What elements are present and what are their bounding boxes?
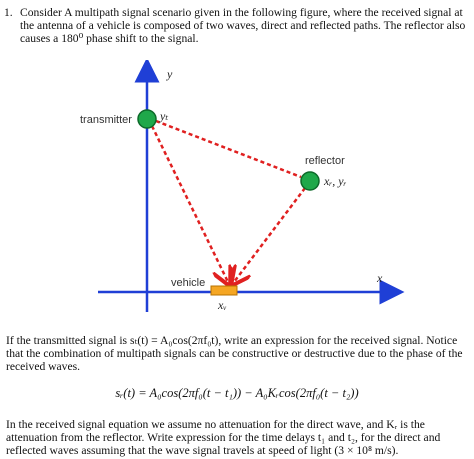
x-axis-label: x (377, 271, 383, 285)
reflector-coord: xᵣ, yᵣ (324, 174, 347, 188)
question-intro: Consider A multipath signal scenario given in the following figure, where the received signal at the antenna of a vehicle is composed of two waves, direct and reflected paths. The reflector also causes a 180⁰ phase shift to the signal. (20, 6, 466, 45)
direct-path (152, 126, 228, 282)
reflected-path (234, 188, 305, 282)
paragraph-time-delays: In the received signal equation we assume no attenuation for the direct wave, and Kᵣ is the attenuation from the reflector. Write expression for the time delays t₁ and t₂, for the direct and reflected waves assuming that the wave signal travels at speed of light (3 × 10⁸ m/s). (6, 418, 441, 457)
reflector-label: reflector (305, 155, 345, 167)
received-signal-equation: sᵣ(t) = A₀cos(2πf₀(t − t₁)) − A₀Kᵣcos(2πf₀(t − t₂)) (115, 386, 359, 400)
vehicle-box (211, 286, 237, 295)
multipath-figure (0, 60, 474, 325)
transmitter-label: transmitter (80, 114, 132, 126)
reflector-incoming-path (156, 121, 301, 177)
y-axis-label: y (167, 67, 173, 81)
vehicle-coord: xᵥ (218, 298, 227, 312)
question-number: 1. (4, 6, 13, 19)
vehicle-label: vehicle (171, 277, 206, 289)
paragraph-transmitted-signal: If the transmitted signal is sₜ(t) = A₀cos(2πf₀t), write an expression for the received signal. Notice that the combination of multipath signals can be constructive or destructive due to the phase of the received waves. (6, 334, 463, 373)
reflector-node (301, 172, 319, 190)
transmitter-node (138, 110, 156, 128)
transmitter-coord: yₜ (160, 109, 169, 123)
